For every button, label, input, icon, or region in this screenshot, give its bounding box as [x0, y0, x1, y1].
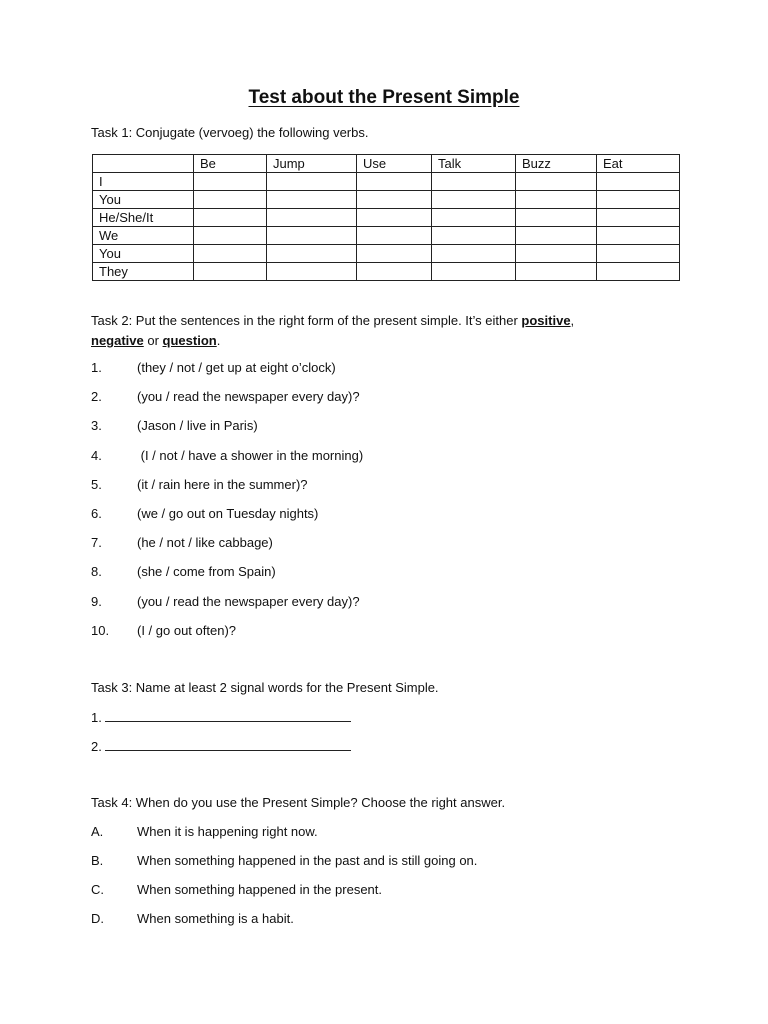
answer-cell[interactable] — [194, 227, 267, 245]
blank-number: 2. — [91, 739, 102, 754]
answer-cell[interactable] — [194, 245, 267, 263]
item-text: (I / not / have a shower in the morning) — [137, 447, 364, 463]
table-row — [93, 263, 680, 281]
table-row — [93, 209, 680, 227]
verb-header: Use — [357, 155, 432, 173]
item-text: (you / read the newspaper every day)? — [137, 389, 360, 405]
answer-cell[interactable] — [597, 245, 680, 263]
answer-cell[interactable] — [597, 191, 680, 209]
answer-cell[interactable] — [597, 263, 680, 281]
period-text: . — [216, 333, 221, 348]
answer-cell[interactable] — [357, 191, 432, 209]
list-item — [91, 388, 363, 417]
task2-intro-text: Task 2: Put the sentences in the right form of the present simple. It’s either — [91, 313, 522, 328]
item-number: 4. — [91, 447, 102, 463]
item-text: (they / not / get up at eight o’clock) — [137, 360, 336, 375]
answer-cell[interactable] — [516, 191, 597, 209]
answer-cell[interactable] — [432, 245, 516, 263]
list-item — [91, 476, 363, 505]
option-text: When something happened in the past and is still going on. — [137, 853, 478, 868]
answer-cell[interactable] — [597, 209, 680, 227]
pronoun-cell: You — [93, 191, 194, 209]
task4-options-list — [91, 823, 477, 939]
answer-cell[interactable] — [357, 245, 432, 263]
answer-cell[interactable] — [267, 209, 357, 227]
list-item — [91, 447, 363, 476]
item-number: 6. — [91, 505, 102, 521]
answer-option[interactable] — [91, 910, 477, 939]
option-text: When something is a habit. — [137, 911, 294, 926]
answer-cell[interactable] — [432, 227, 516, 245]
verb-header: Buzz — [516, 155, 597, 173]
option-letter: D. — [91, 911, 104, 926]
answer-option[interactable] — [91, 852, 477, 881]
item-number: 8. — [91, 564, 102, 580]
verb-header: Eat — [597, 155, 680, 173]
answer-cell[interactable] — [267, 263, 357, 281]
answer-cell[interactable] — [357, 209, 432, 227]
list-item — [91, 505, 363, 534]
answer-option[interactable] — [91, 881, 477, 910]
list-item — [91, 417, 363, 446]
item-text: (we / go out on Tuesday nights) — [137, 505, 319, 521]
pronoun-cell: We — [93, 227, 194, 245]
item-text: (you / read the newspaper every day)? — [137, 593, 360, 609]
item-text: (I / go out often)? — [137, 622, 237, 638]
answer-cell[interactable] — [597, 227, 680, 245]
table-row — [93, 227, 680, 245]
answer-cell[interactable] — [267, 173, 357, 191]
item-text: (it / rain here in the summer)? — [137, 476, 308, 492]
answer-cell[interactable] — [267, 227, 357, 245]
item-number: 1. — [91, 360, 102, 375]
option-text: When it is happening right now. — [137, 824, 318, 839]
answer-cell[interactable] — [516, 263, 597, 281]
question-keyword: question — [162, 333, 217, 348]
answer-cell[interactable] — [432, 191, 516, 209]
or-text: or — [143, 333, 163, 348]
table-header-row — [93, 155, 680, 173]
answer-blank-row — [91, 737, 351, 756]
item-text: (he / not / like cabbage) — [137, 535, 273, 551]
item-number: 7. — [91, 535, 102, 551]
positive-keyword: positive — [521, 313, 571, 328]
task1-label: Task 1: Conjugate (vervoeg) the following verbs. — [91, 125, 369, 140]
negative-keyword: negative — [91, 333, 144, 348]
answer-cell[interactable] — [194, 263, 267, 281]
item-number: 2. — [91, 389, 102, 405]
pronoun-cell: He/She/It — [93, 209, 194, 227]
answer-cell[interactable] — [194, 191, 267, 209]
answer-cell[interactable] — [267, 191, 357, 209]
blank-number: 1. — [91, 710, 102, 725]
pronoun-cell: I — [93, 173, 194, 191]
answer-cell[interactable] — [357, 227, 432, 245]
task3-label: Task 3: Name at least 2 signal words for the Present Simple. — [91, 680, 439, 695]
table-row — [93, 245, 680, 263]
task4-label: Task 4: When do you use the Present Simple? Choose the right answer. — [91, 795, 506, 810]
table-row — [93, 191, 680, 209]
conjugation-table — [92, 154, 680, 281]
comma-text: , — [570, 313, 575, 328]
answer-cell[interactable] — [516, 245, 597, 263]
page-title: Test about the Present Simple — [248, 87, 520, 108]
list-item — [91, 534, 363, 563]
answer-cell[interactable] — [194, 209, 267, 227]
answer-blank-row — [91, 708, 351, 727]
answer-cell[interactable] — [432, 209, 516, 227]
item-text: (she / come from Spain) — [137, 564, 276, 580]
answer-cell[interactable] — [432, 263, 516, 281]
item-number: 10. — [91, 622, 110, 638]
answer-cell[interactable] — [357, 173, 432, 191]
pronoun-cell: They — [93, 263, 194, 281]
list-item — [91, 593, 363, 622]
list-item — [91, 563, 363, 592]
item-text: (Jason / live in Paris) — [137, 418, 258, 434]
option-letter: C. — [91, 882, 104, 897]
answer-cell[interactable] — [357, 263, 432, 281]
verb-header: Jump — [267, 155, 357, 173]
table-corner-cell — [93, 155, 194, 173]
answer-cell[interactable] — [516, 173, 597, 191]
item-number: 3. — [91, 418, 102, 434]
table-row — [93, 173, 680, 191]
option-letter: A. — [91, 824, 104, 839]
answer-option[interactable] — [91, 823, 477, 852]
option-text: When something happened in the present. — [137, 882, 383, 897]
answer-cell[interactable] — [267, 245, 357, 263]
task2-instructions-line2 — [91, 332, 220, 350]
pronoun-cell: You — [93, 245, 194, 263]
verb-header: Talk — [432, 155, 516, 173]
task2-sentence-list — [91, 359, 363, 651]
answer-cell[interactable] — [516, 227, 597, 245]
list-item — [91, 359, 363, 388]
answer-blank-line[interactable] — [105, 737, 351, 751]
task2-instructions — [91, 312, 574, 330]
item-number: 5. — [91, 476, 102, 492]
answer-cell[interactable] — [194, 173, 267, 191]
verb-header: Be — [194, 155, 267, 173]
answer-cell[interactable] — [516, 209, 597, 227]
item-number: 9. — [91, 593, 102, 609]
list-item — [91, 622, 363, 651]
answer-cell[interactable] — [432, 173, 516, 191]
answer-cell[interactable] — [597, 173, 680, 191]
answer-blank-line[interactable] — [105, 708, 351, 722]
option-letter: B. — [91, 853, 104, 868]
